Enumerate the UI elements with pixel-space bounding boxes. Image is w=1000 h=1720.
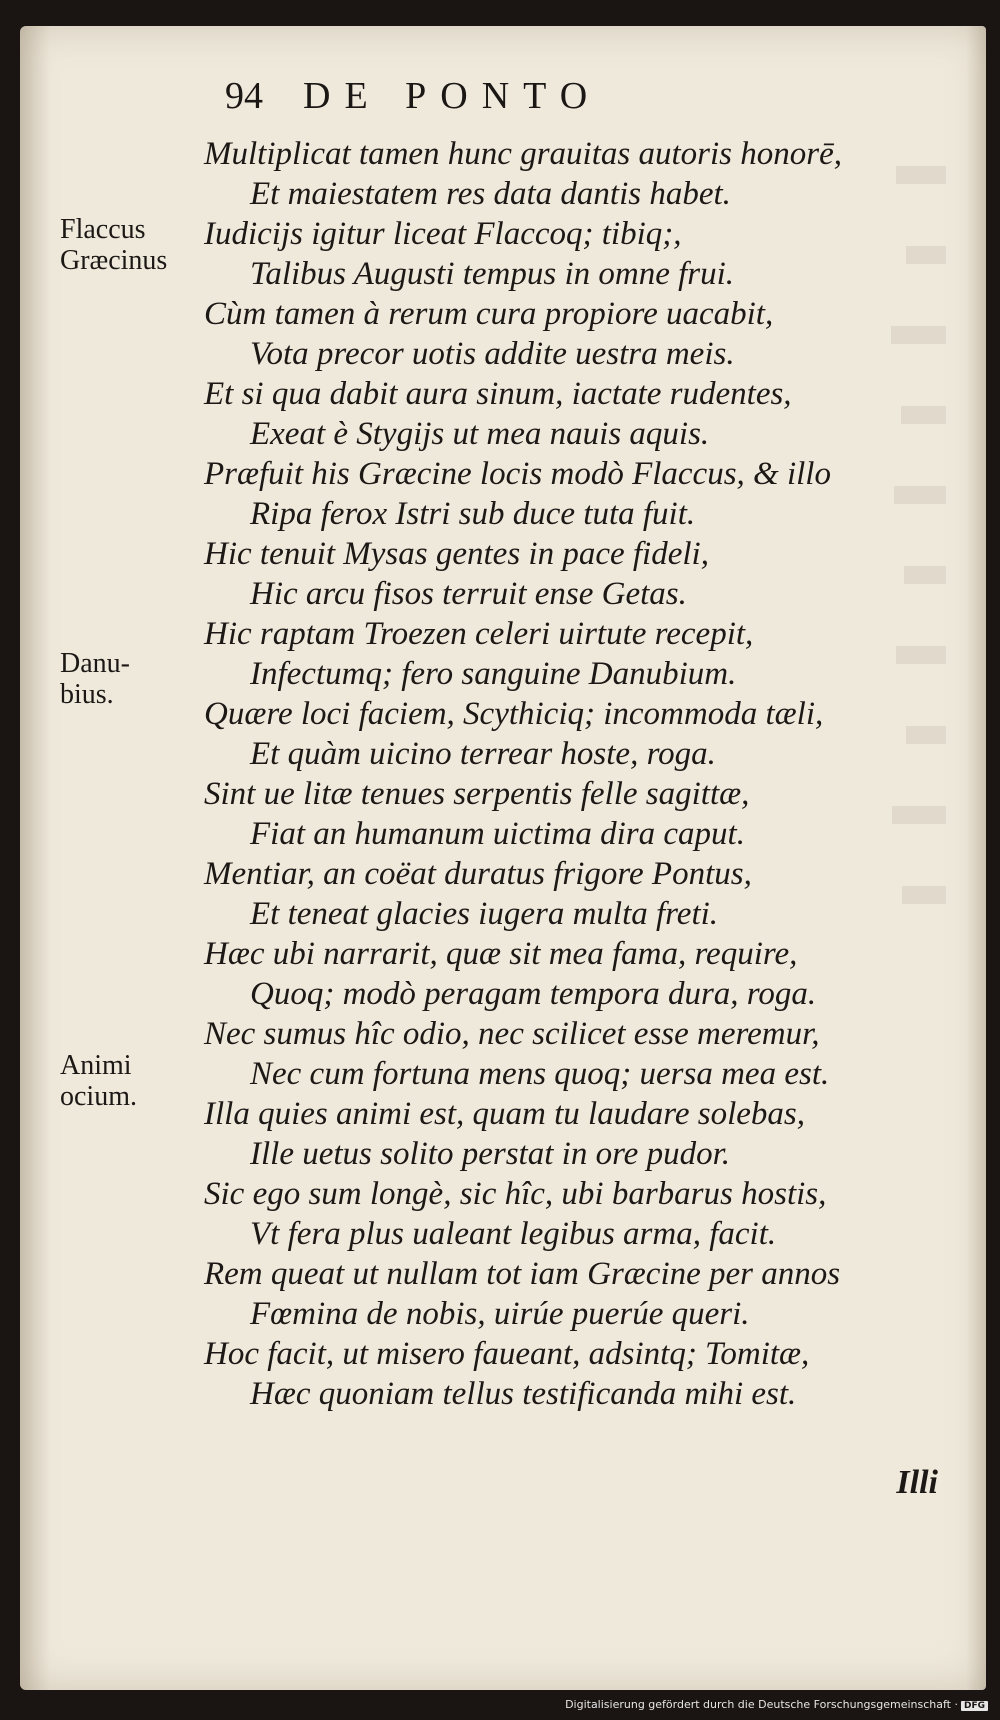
running-head [225, 74, 601, 118]
credit-text: Digitalisierung gefördert durch die Deutsche Forschungsgemeinschaft · [565, 1698, 958, 1711]
verse-line: Vt fera plus ualeant legibus arma, facit. [250, 1216, 777, 1252]
verse-line: Nec cum fortuna mens quoq; uersa mea est. [250, 1056, 830, 1092]
verse-line: Exeat è Stygijs ut mea nauis aquis. [250, 416, 710, 452]
verse-line: Iudicijs igitur liceat Flaccoq; tibiq;, [204, 216, 682, 252]
digitization-credit [565, 1698, 988, 1711]
margin-note-line: Græcinus [60, 245, 168, 276]
verse-line: Infectumq; fero sanguine Danubium. [250, 656, 737, 692]
verse-line: Talibus Augusti tempus in omne frui. [250, 256, 735, 292]
verse-line: Hæc ubi narrarit, quæ sit mea fama, require, [204, 936, 798, 972]
verse-line: Hæc quoniam tellus testificanda mihi est. [250, 1376, 797, 1412]
verse-line: Sic ego sum longè, sic hîc, ubi barbarus hostis, [204, 1176, 827, 1212]
book-page [20, 26, 986, 1690]
margin-note-animi [60, 1050, 137, 1112]
margin-note-danubius [60, 648, 130, 710]
running-title: DE PONTO [303, 75, 602, 117]
verse-line: Ripa ferox Istri sub duce tuta fuit. [250, 496, 696, 532]
dfg-logo-icon: DFG [961, 1701, 988, 1711]
verse-line: Illa quies animi est, quam tu laudare solebas, [204, 1096, 805, 1132]
verse-line: Et quàm uicino terrear hoste, roga. [250, 736, 716, 772]
verse-line: Ille uetus solito perstat in ore pudor. [250, 1136, 731, 1172]
verse-line: Præfuit his Græcine locis modò Flaccus, & illo [204, 456, 831, 492]
verse-line: Et teneat glacies iugera multa freti. [250, 896, 719, 932]
page-number: 94 [225, 75, 263, 117]
verse-line: Mentiar, an coëat duratus frigore Pontus, [204, 856, 752, 892]
verse-line: Hic raptam Troezen celeri uirtute recepit, [204, 616, 754, 652]
margin-note-line: Animi [60, 1050, 132, 1081]
margin-note-line: bius. [60, 679, 114, 710]
verse-line: Hic tenuit Mysas gentes in pace fideli, [204, 536, 709, 572]
verse-line: Et maiestatem res data dantis habet. [250, 176, 731, 212]
verse-line: Rem queat ut nullam tot iam Græcine per annos [204, 1256, 841, 1292]
verse-line: Sint ue litæ tenues serpentis felle sagittæ, [204, 776, 750, 812]
verse-line: Vota precor uotis addite uestra meis. [250, 336, 735, 372]
verse-line: Fiat an humanum uictima dira caput. [250, 816, 745, 852]
verse-line: Quære loci faciem, Scythiciq; incommoda tæli, [204, 696, 824, 732]
verse-line: Quoq; modò peragam tempora dura, roga. [250, 976, 817, 1012]
catchword: Illi [896, 1464, 938, 1501]
verse-line: Fœmina de nobis, uirúe puerúe queri. [250, 1296, 750, 1332]
margin-note-line: ocium. [60, 1081, 137, 1112]
show-through-text [886, 156, 956, 956]
verse-line: Multiplicat tamen hunc grauitas autoris honorē, [204, 136, 842, 172]
verse-line: Hic arcu fisos terruit ense Getas. [250, 576, 687, 612]
verse-line: Nec sumus hîc odio, nec scilicet esse meremur, [204, 1016, 820, 1052]
verse-line: Cùm tamen à rerum cura propiore uacabit, [204, 296, 774, 332]
margin-note-line: Flaccus [60, 214, 146, 245]
verse-line: Et si qua dabit aura sinum, iactate rudentes, [204, 376, 792, 412]
margin-note-flaccus [60, 214, 167, 276]
margin-note-line: Danu- [60, 648, 130, 679]
verse-line: Hoc facit, ut misero faueant, adsintq; Tomitæ, [204, 1336, 810, 1372]
